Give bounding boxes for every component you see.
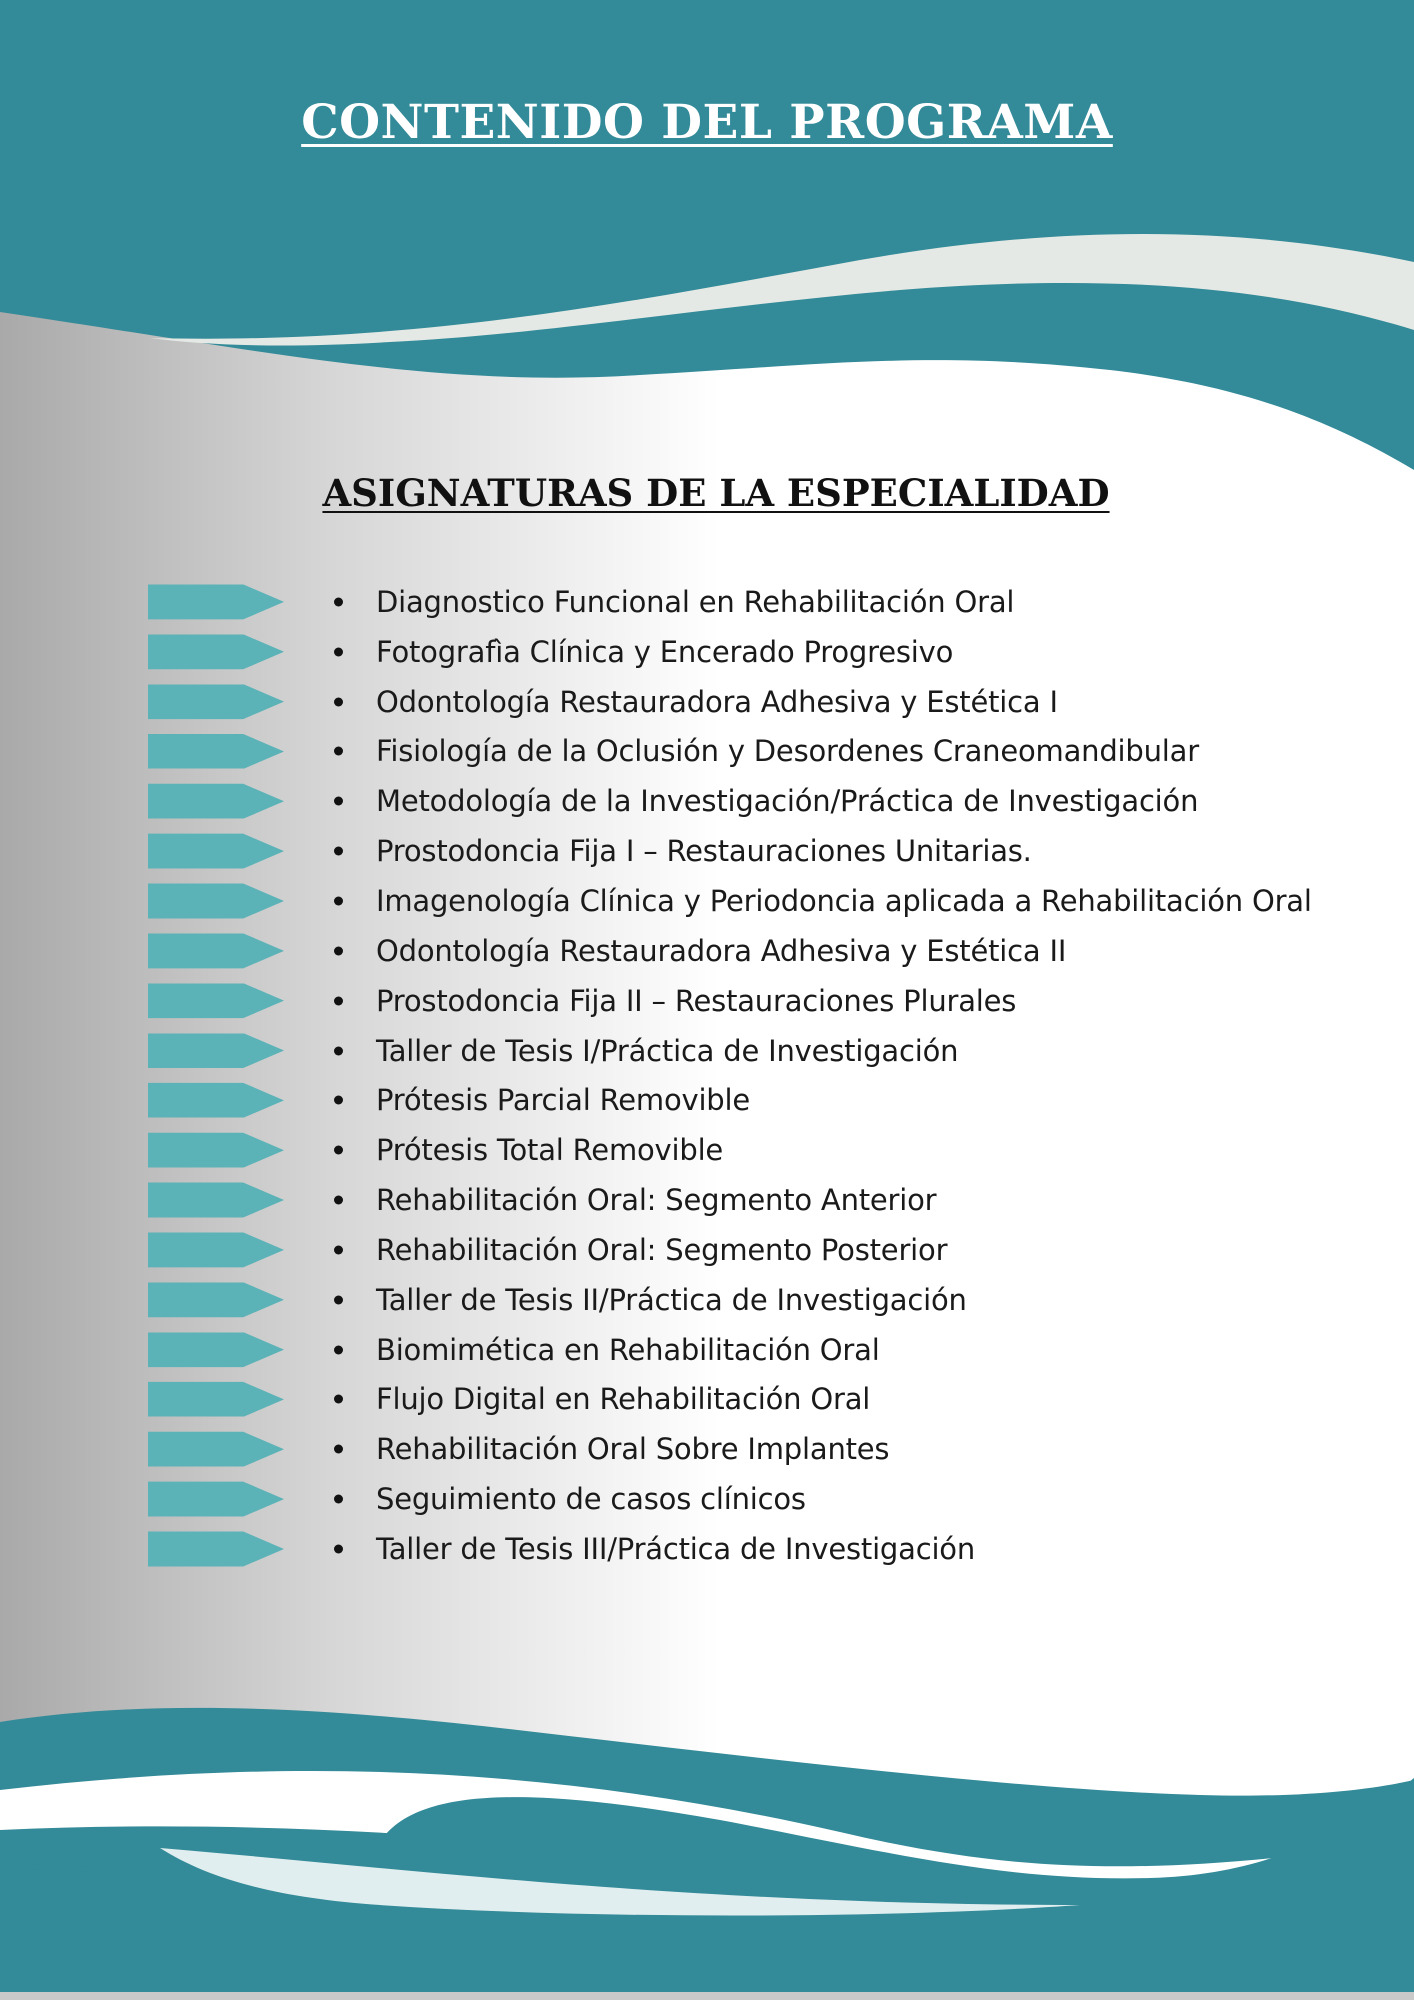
subject-label: Biomimética en Rehabilitación Oral xyxy=(376,1332,880,1367)
bullet-icon xyxy=(334,797,343,806)
list-item xyxy=(0,1325,1414,1375)
arrow-icon xyxy=(148,1133,284,1168)
bullet-icon xyxy=(334,946,343,955)
bullet-icon xyxy=(334,847,343,856)
arrow-icon xyxy=(148,684,284,719)
subject-label: Prostodoncia Fija II – Restauraciones Plurales xyxy=(376,983,1017,1018)
subject-label: Prótesis Parcial Removible xyxy=(376,1083,751,1118)
arrow-icon xyxy=(148,634,284,669)
subject-label: Odontología Restauradora Adhesiva y Estética II xyxy=(376,933,1067,968)
subject-label: Metodología de la Investigación/Práctica de Investigación xyxy=(376,784,1199,819)
subject-label: Prótesis Total Removible xyxy=(376,1133,724,1168)
bullet-icon xyxy=(334,1046,343,1055)
bullet-icon xyxy=(334,1395,343,1404)
subject-label: Odontología Restauradora Adhesiva y Estética I xyxy=(376,684,1058,719)
bullet-icon xyxy=(334,747,343,756)
list-item xyxy=(0,1275,1414,1325)
subject-label: Rehabilitación Oral: Segmento Anterior xyxy=(376,1183,937,1218)
list-item xyxy=(0,577,1414,627)
list-item xyxy=(0,627,1414,677)
subject-label: Imagenología Clínica y Periodoncia aplicada a Rehabilitación Oral xyxy=(376,883,1312,918)
subject-label: Prostodoncia Fija I – Restauraciones Unitarias. xyxy=(376,834,1032,869)
bullet-icon xyxy=(334,1445,343,1454)
arrow-icon xyxy=(148,1033,284,1068)
bullet-icon xyxy=(334,647,343,656)
bullet-icon xyxy=(334,1196,343,1205)
arrow-icon xyxy=(148,1083,284,1118)
list-item xyxy=(0,1075,1414,1125)
section-title xyxy=(0,471,1414,515)
bottom-edge xyxy=(0,1992,1414,2000)
bullet-icon xyxy=(334,1345,343,1354)
list-item xyxy=(0,1225,1414,1275)
bullet-icon xyxy=(334,1544,343,1553)
bullet-icon xyxy=(334,1146,343,1155)
list-item xyxy=(0,926,1414,976)
list-item xyxy=(0,727,1414,777)
bullet-icon xyxy=(334,697,343,706)
bullet-icon xyxy=(334,1245,343,1254)
arrow-icon xyxy=(148,1432,284,1467)
subject-label: Rehabilitación Oral: Segmento Posterior xyxy=(376,1232,948,1267)
arrow-icon xyxy=(148,584,284,619)
list-item xyxy=(0,976,1414,1026)
subject-label: Fotografìa Clínica y Encerado Progresivo xyxy=(376,634,954,669)
list-item xyxy=(0,1026,1414,1076)
subject-label: Taller de Tesis III/Práctica de Investigación xyxy=(376,1531,976,1566)
subject-label: Taller de Tesis II/Práctica de Investigación xyxy=(376,1282,967,1317)
list-item xyxy=(0,1175,1414,1225)
bullet-icon xyxy=(334,1295,343,1304)
arrow-icon xyxy=(148,883,284,918)
top-wave-teal xyxy=(0,0,1414,470)
bullet-icon xyxy=(334,896,343,905)
list-item xyxy=(0,1474,1414,1524)
arrow-icon xyxy=(148,784,284,819)
subject-label: Diagnostico Funcional en Rehabilitación Oral xyxy=(376,584,1015,619)
list-item xyxy=(0,1375,1414,1425)
list-item xyxy=(0,826,1414,876)
subject-list xyxy=(0,577,1414,1574)
section-title-text: ASIGNATURAS DE LA ESPECIALIDAD xyxy=(322,471,1110,515)
subject-label: Taller de Tesis I/Práctica de Investigación xyxy=(376,1033,959,1068)
list-item xyxy=(0,1524,1414,1574)
subject-label: Seguimiento de casos clínicos xyxy=(376,1482,806,1517)
list-item xyxy=(0,1125,1414,1175)
arrow-icon xyxy=(148,1282,284,1317)
arrow-icon xyxy=(148,734,284,769)
arrow-icon xyxy=(148,1382,284,1417)
arrow-icon xyxy=(148,983,284,1018)
bullet-icon xyxy=(334,996,343,1005)
arrow-icon xyxy=(148,1183,284,1218)
bullet-icon xyxy=(334,1495,343,1504)
list-item xyxy=(0,677,1414,727)
subject-label: Fisiología de la Oclusión y Desordenes Craneomandibular xyxy=(376,734,1199,769)
list-item xyxy=(0,1424,1414,1474)
arrow-icon xyxy=(148,834,284,869)
bullet-icon xyxy=(334,597,343,606)
arrow-icon xyxy=(148,1332,284,1367)
list-item xyxy=(0,876,1414,926)
arrow-icon xyxy=(148,1482,284,1517)
subject-label: Flujo Digital en Rehabilitación Oral xyxy=(376,1382,871,1417)
list-item xyxy=(0,776,1414,826)
arrow-icon xyxy=(148,1232,284,1267)
arrow-icon xyxy=(148,1531,284,1566)
subject-label: Rehabilitación Oral Sobre Implantes xyxy=(376,1432,890,1467)
arrow-icon xyxy=(148,933,284,968)
bullet-icon xyxy=(334,1096,343,1105)
page-title xyxy=(0,95,1414,150)
page-title-text: CONTENIDO DEL PROGRAMA xyxy=(301,95,1113,150)
